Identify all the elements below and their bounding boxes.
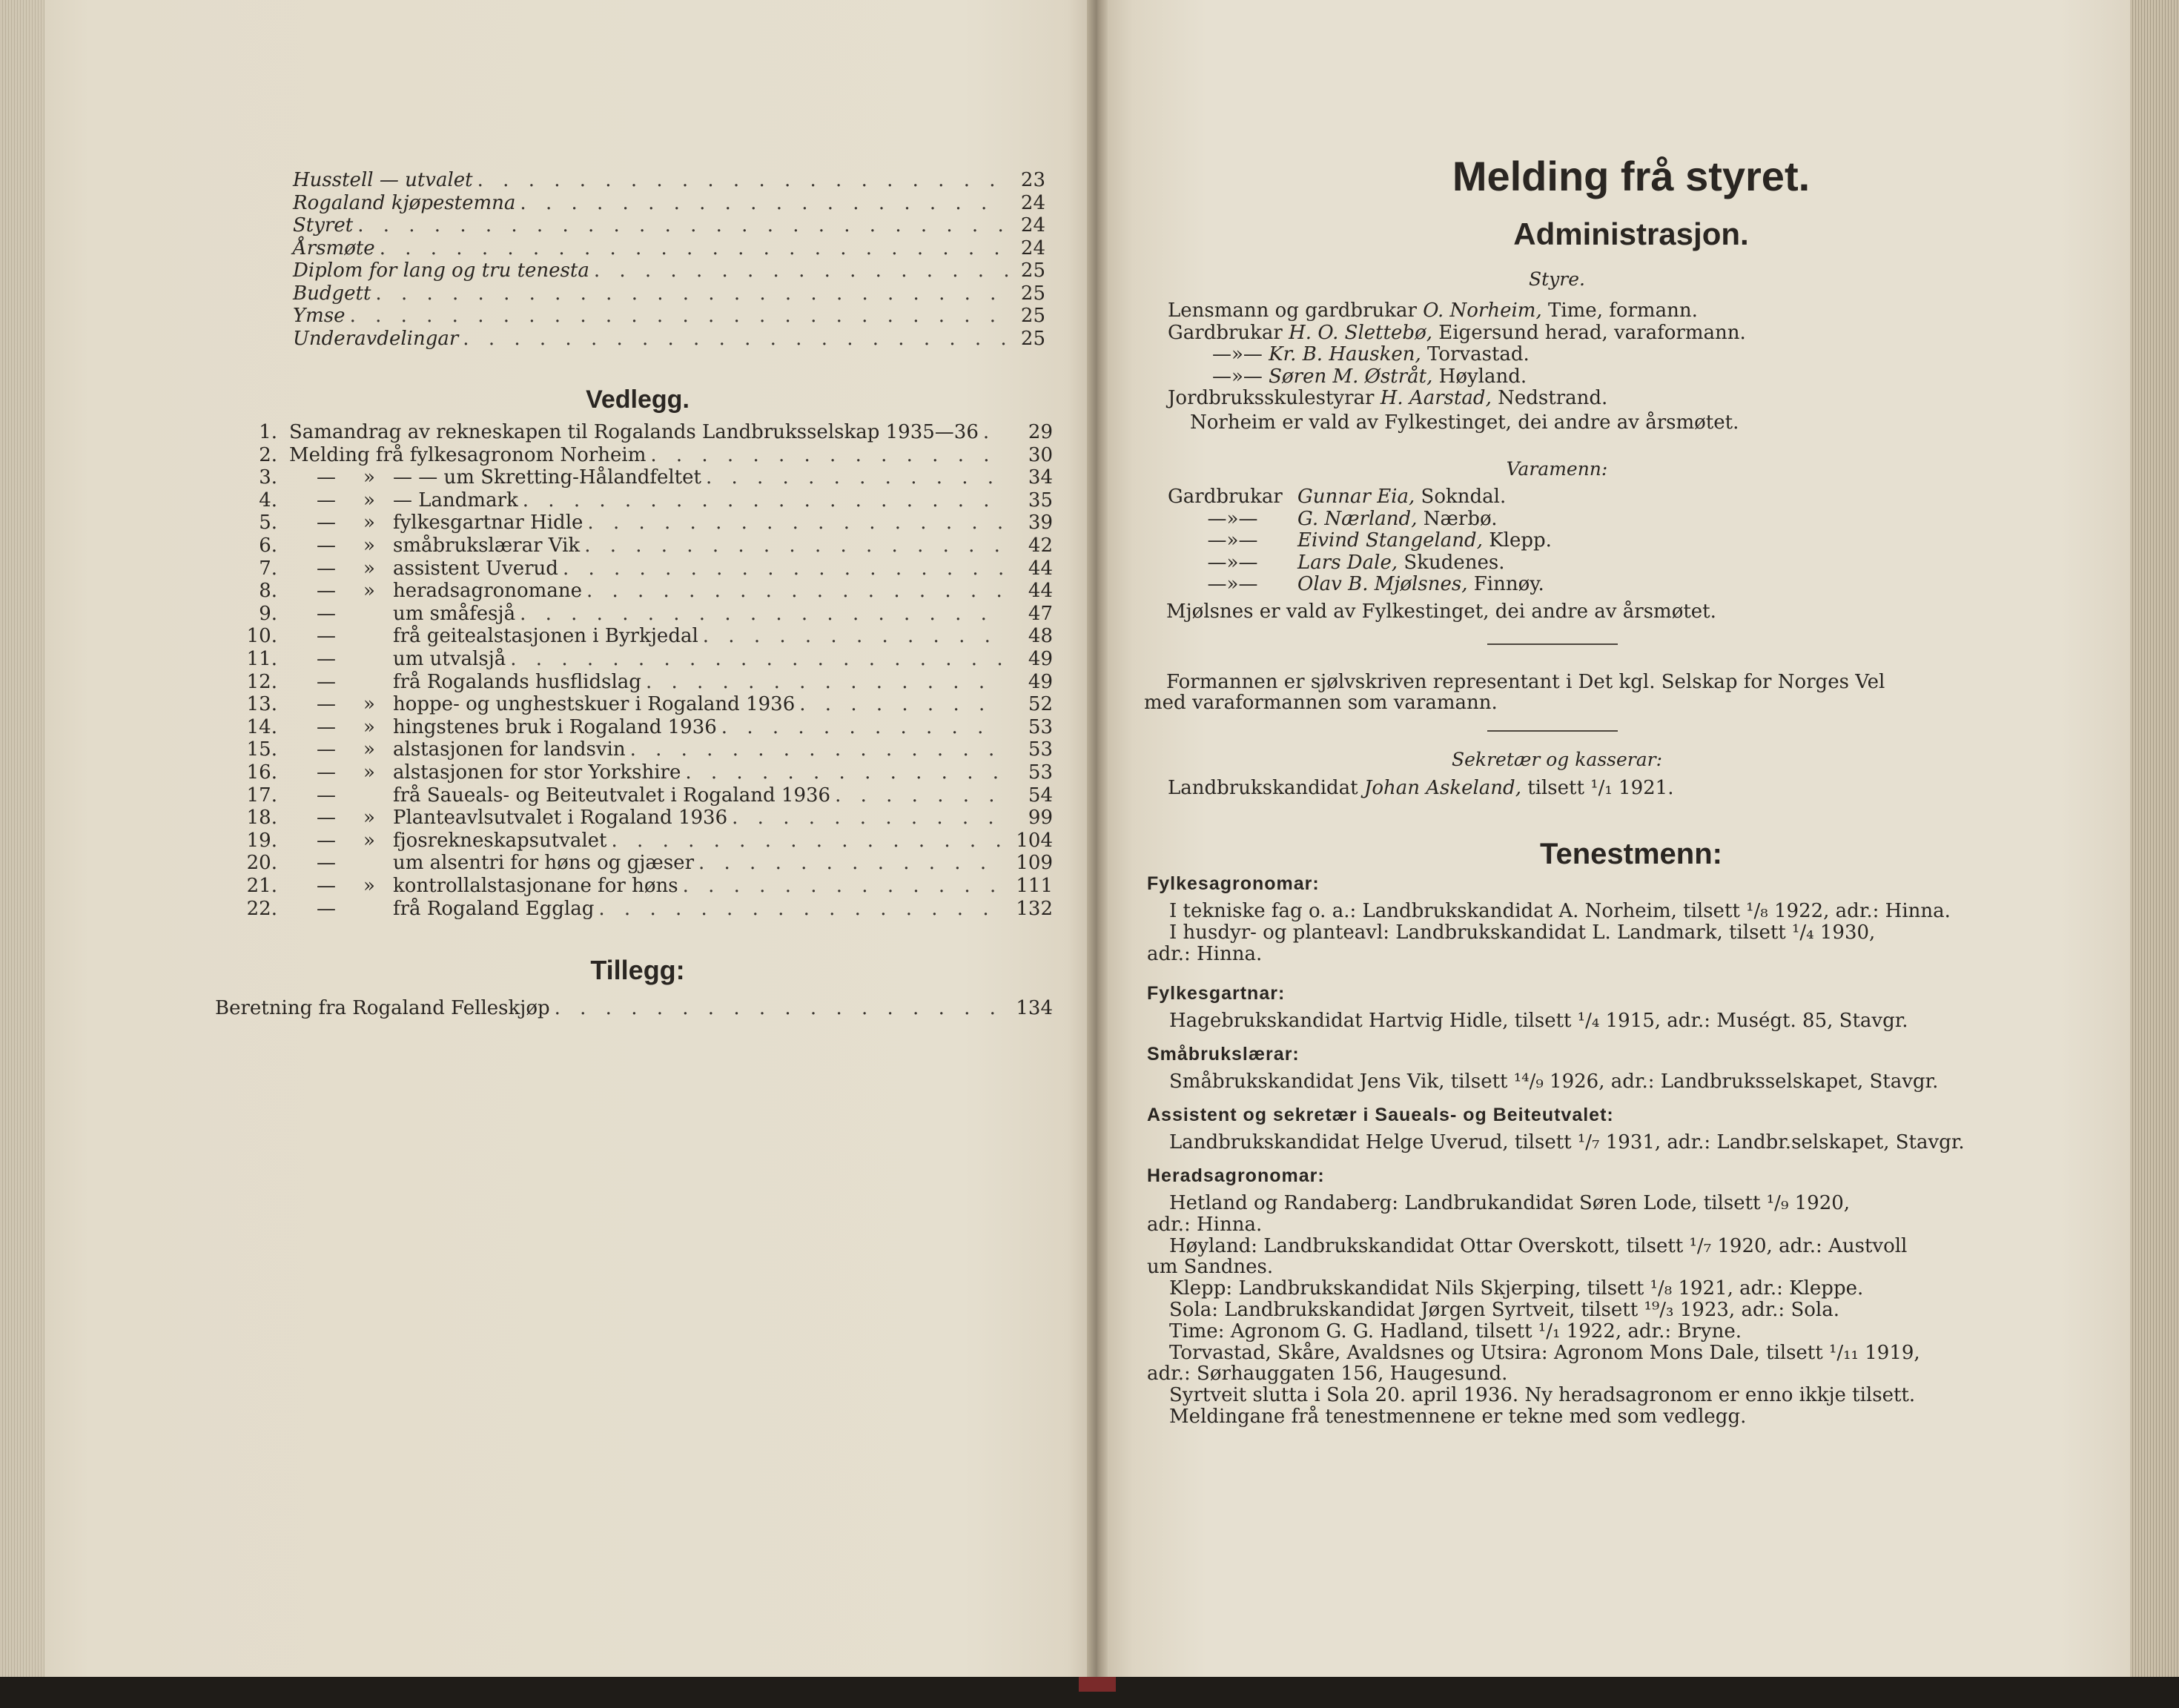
appendix-entry bbox=[215, 875, 1053, 897]
deputy-place: Sokndal. bbox=[1415, 486, 1507, 508]
entry-page: 54 bbox=[1028, 784, 1053, 807]
deputy-place: Nærbø. bbox=[1417, 507, 1498, 530]
staff-line: adr.: Sørhauggaten 156, Haugesund. bbox=[1147, 1363, 1508, 1386]
entry-text: kontrollalstasjonane for høns bbox=[393, 875, 678, 897]
ditto-dash: — bbox=[317, 466, 336, 489]
entry-number: 13. bbox=[246, 693, 277, 716]
deputy-place: Klepp. bbox=[1482, 529, 1552, 552]
appendix-entry bbox=[215, 580, 1053, 602]
leader-dots bbox=[799, 693, 1004, 715]
deputy-name: Lars Dale, bbox=[1297, 551, 1398, 574]
entry-page: 53 bbox=[1028, 715, 1053, 738]
entry-page: 53 bbox=[1028, 738, 1053, 761]
member-place: Eigersund herad, varaformann. bbox=[1432, 321, 1746, 344]
entry-text: um utvalsjå bbox=[393, 648, 506, 670]
ditto-dash: — bbox=[317, 489, 336, 512]
board-member bbox=[1212, 365, 1527, 388]
staff-line: Hetland og Randaberg: Landbrukandidat Søren Lode, tilsett ¹/₉ 1920, bbox=[1169, 1192, 1851, 1214]
member-name: H. O. Slettebø, bbox=[1289, 321, 1432, 344]
staff-line: adr.: Hinna. bbox=[1147, 942, 1263, 965]
ditto-mark: » bbox=[363, 829, 375, 852]
entry-page: 52 bbox=[1028, 693, 1053, 716]
leader-dots bbox=[584, 534, 1004, 557]
toc-entry bbox=[293, 192, 1045, 214]
entry-text: hoppe- og unghestskuer i Rogaland 1936 bbox=[393, 693, 796, 716]
leader-dots bbox=[721, 716, 1004, 738]
ditto-dash: — bbox=[317, 784, 336, 807]
member-name: Søren M. Østråt, bbox=[1269, 365, 1433, 388]
toc-label: Ymse bbox=[293, 305, 345, 327]
member-role: —»— bbox=[1212, 365, 1269, 388]
appendix-entry bbox=[215, 625, 1053, 647]
board-note: Norheim er vald av Fylkestinget, dei andre av årsmøtet. bbox=[1190, 411, 1739, 434]
appendix-entry bbox=[215, 852, 1053, 874]
section-title: Administrasjon. bbox=[1513, 216, 1749, 251]
staff-line: Høyland: Landbrukskandidat Ottar Overskott, tilsett ¹/₇ 1920, adr.: Austvoll bbox=[1169, 1234, 1908, 1257]
entry-page: 49 bbox=[1028, 670, 1053, 693]
ditto-mark: » bbox=[363, 534, 375, 557]
chair-note-line2: med varaformannen som varamann. bbox=[1144, 692, 1498, 714]
entry-text: heradsagronomane bbox=[393, 580, 582, 603]
supplement-heading: Tillegg: bbox=[590, 955, 685, 985]
leader-dots bbox=[350, 305, 1008, 327]
leader-dots bbox=[563, 557, 1004, 580]
entry-text: alstasjonen for landsvin bbox=[393, 738, 626, 761]
leader-dots bbox=[520, 603, 1004, 625]
toc-label: Budgett bbox=[293, 282, 371, 305]
member-role: —»— bbox=[1212, 343, 1269, 365]
entry-number: 2. bbox=[259, 443, 277, 466]
supplement-entry bbox=[215, 997, 1053, 1019]
ditto-dash: — bbox=[317, 557, 336, 580]
entry-text: frå Rogalands husflidslag bbox=[393, 670, 641, 693]
deputy-name: Gunnar Eia, bbox=[1297, 486, 1415, 508]
appendix-entry bbox=[215, 693, 1053, 715]
toc-label: Underavdelingar bbox=[293, 327, 459, 350]
ditto-mark: » bbox=[363, 761, 375, 784]
deputy bbox=[1168, 573, 1544, 595]
entry-page: 39 bbox=[1028, 512, 1053, 534]
toc-entry bbox=[293, 169, 1045, 191]
secretary-line: Landbrukskandidat Johan Askeland, tilsett ¹/₁ 1921. bbox=[1168, 777, 1674, 799]
ditto-mark: » bbox=[363, 580, 375, 603]
toc-entry bbox=[293, 305, 1045, 327]
entry-number: 3. bbox=[259, 466, 277, 489]
deputy-role: Gardbrukar bbox=[1168, 486, 1283, 508]
entry-number: 16. bbox=[246, 761, 277, 784]
deputy-role: —»— bbox=[1207, 529, 1258, 552]
ditto-mark: » bbox=[363, 489, 375, 512]
deputy-role: —»— bbox=[1207, 507, 1258, 530]
ditto-dash: — bbox=[317, 875, 336, 897]
entry-page: 44 bbox=[1028, 580, 1053, 603]
entry-number: 21. bbox=[246, 875, 277, 897]
staff-line: Torvastad, Skåre, Avaldsnes og Utsira: Agronom Mons Dale, tilsett ¹/₁₁ 1919, bbox=[1169, 1341, 1920, 1364]
ditto-mark: » bbox=[363, 738, 375, 761]
entry-page: 53 bbox=[1028, 761, 1053, 784]
entry-page: 44 bbox=[1028, 557, 1053, 580]
ditto-dash: — bbox=[317, 602, 336, 625]
leader-dots bbox=[703, 625, 1004, 647]
appendix-entry bbox=[215, 512, 1053, 534]
entry-page: 111 bbox=[1016, 875, 1053, 897]
entry-number: 9. bbox=[259, 602, 277, 625]
member-place: Høyland. bbox=[1432, 365, 1527, 388]
deputy-place: Finnøy. bbox=[1467, 573, 1544, 595]
leader-dots bbox=[510, 648, 1004, 670]
appendix-entry bbox=[215, 534, 1053, 557]
board-member bbox=[1212, 343, 1530, 365]
book-gutter bbox=[1087, 0, 1108, 1677]
member-place: Torvastad. bbox=[1421, 343, 1530, 365]
appendix-entry bbox=[215, 466, 1053, 489]
deputy-role: —»— bbox=[1207, 551, 1258, 574]
leader-dots bbox=[357, 214, 1008, 236]
staff-line: I husdyr- og planteavl: Landbrukskandidat L. Landmark, tilsett ¹/₄ 1930, bbox=[1169, 921, 1876, 944]
staff-line: Småbrukskandidat Jens Vik, tilsett ¹⁴/₉ 1926, adr.: Landbruksselskapet, Stavgr. bbox=[1169, 1070, 1939, 1093]
staff-category: Assistent og sekretær i Saueals- og Beiteutvalet: bbox=[1147, 1105, 1614, 1125]
entry-page: 132 bbox=[1016, 897, 1053, 920]
ditto-mark: » bbox=[363, 875, 375, 897]
leader-dots bbox=[520, 192, 1008, 214]
entry-number: 8. bbox=[259, 580, 277, 603]
entry-text: hingstenes bruk i Rogaland 1936 bbox=[393, 715, 717, 738]
leader-dots bbox=[835, 784, 1004, 807]
deputy-name: Eivind Stangeland, bbox=[1297, 529, 1483, 552]
deputy-role: —»— bbox=[1207, 573, 1258, 595]
leader-dots bbox=[586, 580, 1004, 602]
ditto-dash: — bbox=[317, 852, 336, 875]
leader-dots bbox=[523, 489, 1004, 512]
board-member bbox=[1168, 322, 1746, 344]
ditto-mark: » bbox=[363, 466, 375, 489]
staff-line: Syrtveit slutta i Sola 20. april 1936. Ny heradsagronom er enno ikkje tilsett. bbox=[1169, 1384, 1916, 1407]
divider bbox=[1487, 643, 1618, 645]
leader-dots bbox=[587, 512, 1004, 534]
deputy bbox=[1168, 486, 1506, 508]
entry-number: 7. bbox=[259, 557, 277, 580]
staff-line: I tekniske fag o. a.: Landbrukskandidat A. Norheim, tilsett ¹/₈ 1922, adr.: Hinna. bbox=[1169, 900, 1951, 922]
supplement-text: Beretning fra Rogaland Felleskjøp bbox=[215, 997, 550, 1019]
appendix-entry bbox=[215, 716, 1053, 738]
ditto-dash: — bbox=[317, 715, 336, 738]
board-member bbox=[1168, 299, 1698, 322]
ditto-dash: — bbox=[317, 512, 336, 534]
toc-label: Styret bbox=[293, 214, 354, 236]
entry-page: 104 bbox=[1016, 829, 1053, 852]
ditto-mark: » bbox=[363, 557, 375, 580]
leader-dots bbox=[375, 282, 1008, 305]
entry-text: frå geitealstasjonen i Byrkjedal bbox=[393, 625, 698, 648]
ditto-dash: — bbox=[317, 625, 336, 648]
entry-text: frå Rogaland Egglag bbox=[393, 897, 595, 920]
toc-label: Diplom for lang og tru tenesta bbox=[293, 259, 589, 282]
leader-dots bbox=[598, 898, 1004, 920]
appendix-entry bbox=[215, 830, 1053, 852]
supplement-page: 134 bbox=[1016, 997, 1053, 1019]
appendix-entry bbox=[215, 807, 1053, 829]
secretary-name: Johan Askeland, bbox=[1363, 777, 1521, 799]
leader-dots bbox=[630, 738, 1004, 761]
member-name: H. Aarstad, bbox=[1380, 387, 1492, 409]
staff-category: Fylkesgartnar: bbox=[1147, 983, 1286, 1004]
member-place: Nedstrand. bbox=[1491, 387, 1608, 409]
deputy-place: Skudenes. bbox=[1398, 551, 1505, 574]
deputy bbox=[1168, 552, 1504, 574]
ditto-dash: — bbox=[317, 829, 336, 852]
deputies-heading: Varamenn: bbox=[1506, 458, 1608, 480]
ditto-mark: » bbox=[363, 512, 375, 534]
staff-line: Hagebrukskandidat Hartvig Hidle, tilsett ¹/₄ 1915, adr.: Muségt. 85, Stavgr. bbox=[1169, 1010, 1908, 1032]
entry-number: 6. bbox=[259, 534, 277, 557]
entry-text: alstasjonen for stor Yorkshire bbox=[393, 761, 681, 784]
toc-page: 24 bbox=[1020, 191, 1045, 214]
appendix-entry bbox=[215, 784, 1053, 807]
deputy-name: G. Nærland, bbox=[1297, 507, 1418, 530]
leader-dots bbox=[685, 761, 1004, 784]
entry-number: 11. bbox=[246, 648, 277, 670]
entry-page: 34 bbox=[1028, 466, 1053, 489]
entry-page: 30 bbox=[1028, 443, 1053, 466]
entry-number: 5. bbox=[259, 512, 277, 534]
entry-text: Samandrag av rekneskapen til Rogalands Landbruksselskap 1935—36 bbox=[289, 421, 979, 443]
leader-dots bbox=[706, 466, 1004, 489]
deputy-name: Olav B. Mjølsnes, bbox=[1297, 573, 1468, 595]
ditto-dash: — bbox=[317, 580, 336, 603]
page-title: Melding frå styret. bbox=[1452, 153, 1811, 199]
deputies-note: Mjølsnes er vald av Fylkestinget, dei andre av årsmøtet. bbox=[1166, 600, 1716, 623]
toc-entry bbox=[293, 282, 1045, 305]
entry-number: 19. bbox=[246, 829, 277, 852]
deputy bbox=[1168, 529, 1552, 552]
member-name: Kr. B. Hausken, bbox=[1269, 343, 1421, 365]
entry-number: 18. bbox=[246, 807, 277, 830]
entry-text: fjosrekneskapsutvalet bbox=[393, 829, 607, 852]
entry-text: Melding frå fylkesagronom Norheim bbox=[289, 443, 647, 466]
staff-line: Sola: Landbrukskandidat Jørgen Syrtveit, tilsett ¹⁹/₃ 1923, adr.: Sola. bbox=[1169, 1299, 1839, 1321]
staff-line: adr.: Hinna. bbox=[1147, 1213, 1263, 1236]
ditto-dash: — bbox=[317, 807, 336, 830]
entry-page: 47 bbox=[1028, 602, 1053, 625]
entry-text: — Landmark bbox=[393, 489, 518, 512]
appendix-entry bbox=[215, 761, 1053, 784]
toc-entry bbox=[293, 259, 1045, 282]
staff-line: Time: Agronom G. G. Hadland, tilsett ¹/₁ 1922, adr.: Bryne. bbox=[1169, 1320, 1742, 1343]
entry-page: 29 bbox=[1028, 421, 1053, 443]
toc-page: 23 bbox=[1020, 169, 1045, 191]
toc-entry bbox=[293, 237, 1045, 259]
entry-number: 22. bbox=[246, 897, 277, 920]
left-page-edges bbox=[0, 0, 44, 1677]
secretary-heading: Sekretær og kasserar: bbox=[1452, 749, 1662, 770]
chair-note-line1: Formannen er sjølvskriven representant i Det kgl. Selskap for Norges Vel bbox=[1166, 671, 1885, 693]
staff-category: Småbrukslærar: bbox=[1147, 1044, 1300, 1065]
entry-number: 15. bbox=[246, 738, 277, 761]
ditto-dash: — bbox=[317, 897, 336, 920]
entry-text: småbrukslærar Vik bbox=[393, 534, 581, 557]
entry-number: 4. bbox=[259, 489, 277, 512]
entry-number: 14. bbox=[246, 715, 277, 738]
toc-page: 25 bbox=[1020, 259, 1045, 282]
leader-dots bbox=[477, 169, 1008, 191]
toc-page: 25 bbox=[1020, 327, 1045, 350]
entry-number: 10. bbox=[246, 625, 277, 648]
leader-dots bbox=[983, 421, 1004, 443]
appendix-entry bbox=[215, 421, 1053, 443]
toc-entry bbox=[293, 214, 1045, 236]
divider bbox=[1487, 730, 1618, 732]
entry-page: 99 bbox=[1028, 807, 1053, 830]
entry-number: 17. bbox=[246, 784, 277, 807]
member-place: Time, formann. bbox=[1541, 299, 1698, 322]
staff-category: Fylkesagronomar: bbox=[1147, 873, 1320, 894]
appendix-entry bbox=[215, 648, 1053, 670]
appendix-heading: Vedlegg. bbox=[586, 385, 690, 414]
staff-line: Landbrukskandidat Helge Uverud, tilsett ¹/₇ 1931, adr.: Landbr.selskapet, Stavgr. bbox=[1169, 1131, 1965, 1153]
entry-number: 12. bbox=[246, 670, 277, 693]
ditto-mark: » bbox=[363, 715, 375, 738]
entry-page: 42 bbox=[1028, 534, 1053, 557]
binding-edge bbox=[1079, 1677, 1116, 1692]
ditto-dash: — bbox=[317, 693, 336, 716]
entry-text: assistent Uverud bbox=[393, 557, 558, 580]
toc-page: 24 bbox=[1020, 236, 1045, 259]
toc-label: Husstell — utvalet bbox=[293, 169, 473, 191]
entry-number: 1. bbox=[259, 421, 277, 443]
appendix-entry bbox=[215, 738, 1053, 761]
entry-text: — — um Skretting-Hålandfeltet bbox=[393, 466, 701, 489]
entry-page: 49 bbox=[1028, 648, 1053, 670]
appendix-entry bbox=[215, 444, 1053, 466]
staff-line: Klepp: Landbrukskandidat Nils Skjerping, tilsett ¹/₈ 1921, adr.: Kleppe. bbox=[1169, 1277, 1864, 1300]
toc-label: Rogaland kjøpestemna bbox=[293, 191, 516, 214]
right-page-edges bbox=[2130, 0, 2179, 1677]
entry-text: fylkesgartnar Hidle bbox=[393, 512, 583, 534]
toc-entry bbox=[293, 328, 1045, 350]
board-heading: Styre. bbox=[1529, 268, 1585, 290]
leader-dots bbox=[463, 328, 1008, 350]
leader-dots bbox=[698, 852, 1004, 874]
leader-dots bbox=[594, 259, 1008, 282]
entry-number: 20. bbox=[246, 852, 277, 875]
staff-category: Heradsagronomar: bbox=[1147, 1165, 1325, 1186]
leader-dots bbox=[380, 237, 1008, 259]
appendix-entry bbox=[215, 489, 1053, 512]
leader-dots bbox=[683, 875, 1004, 897]
entry-text: frå Saueals- og Beiteutvalet i Rogaland 1936 bbox=[393, 784, 831, 807]
leader-dots bbox=[732, 807, 1004, 829]
leader-dots bbox=[646, 671, 1004, 693]
entry-page: 109 bbox=[1016, 852, 1053, 875]
entry-text: um småfesjå bbox=[393, 602, 516, 625]
appendix-entry bbox=[215, 557, 1053, 580]
appendix-entry bbox=[215, 603, 1053, 625]
toc-page: 25 bbox=[1020, 305, 1045, 327]
staff-line: Meldingane frå tenestmennene er tekne med som vedlegg. bbox=[1169, 1406, 1747, 1428]
deputy bbox=[1168, 508, 1497, 530]
member-name: O. Norheim, bbox=[1423, 299, 1542, 322]
appendix-entry bbox=[215, 898, 1053, 920]
toc-page: 24 bbox=[1020, 214, 1045, 236]
ditto-dash: — bbox=[317, 648, 336, 670]
ditto-dash: — bbox=[317, 534, 336, 557]
entry-page: 35 bbox=[1028, 489, 1053, 512]
staff-line: um Sandnes. bbox=[1147, 1256, 1274, 1279]
staff-heading: Tenestmenn: bbox=[1540, 838, 1722, 870]
leader-dots bbox=[650, 444, 1004, 466]
ditto-dash: — bbox=[317, 738, 336, 761]
toc-page: 25 bbox=[1020, 282, 1045, 305]
ditto-dash: — bbox=[317, 670, 336, 693]
member-role: Jordbruksskulestyrar bbox=[1168, 387, 1381, 409]
entry-page: 48 bbox=[1028, 625, 1053, 648]
entry-text: Planteavlsutvalet i Rogaland 1936 bbox=[393, 807, 728, 830]
ditto-dash: — bbox=[317, 761, 336, 784]
ditto-mark: » bbox=[363, 693, 375, 716]
member-role: Gardbrukar bbox=[1168, 321, 1289, 344]
leader-dots bbox=[612, 830, 1004, 852]
appendix-entry bbox=[215, 671, 1053, 693]
entry-text: um alsentri for høns og gjæser bbox=[393, 852, 694, 875]
ditto-mark: » bbox=[363, 807, 375, 830]
board-member bbox=[1168, 387, 1607, 409]
toc-label: Årsmøte bbox=[293, 236, 375, 259]
member-role: Lensmann og gardbrukar bbox=[1168, 299, 1424, 322]
